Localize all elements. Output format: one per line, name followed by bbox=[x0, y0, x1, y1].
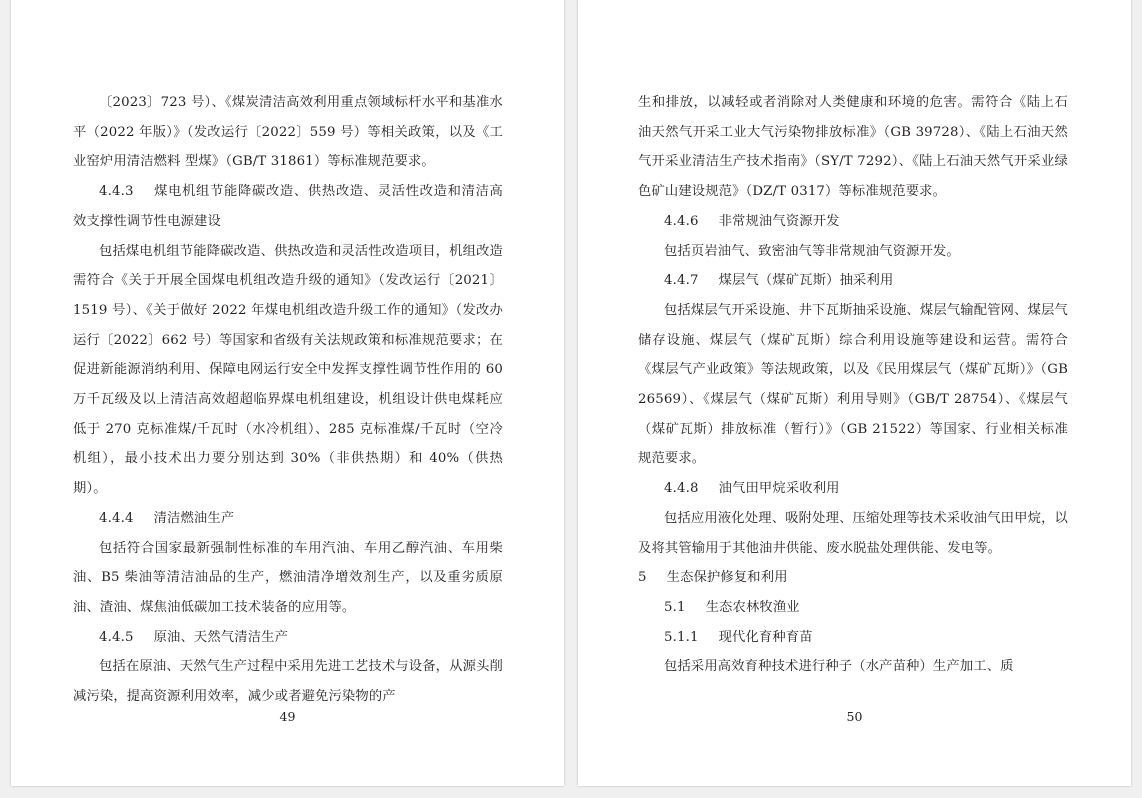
heading-number: 4.4.8 bbox=[664, 481, 699, 497]
heading-title: 清洁燃油生产 bbox=[153, 510, 235, 526]
heading-4-4-7 bbox=[638, 266, 1068, 296]
page-number: 50 bbox=[846, 709, 863, 724]
heading-4-4-4 bbox=[73, 504, 503, 534]
heading-4-4-6 bbox=[638, 207, 1068, 237]
page-number: 49 bbox=[279, 709, 296, 724]
heading-title: 油气田甲烷采收利用 bbox=[718, 481, 840, 497]
paragraph: 包括采用高效育种技术进行种子（水产苗种）生产加工、质 bbox=[664, 659, 1014, 675]
heading-number: 5.1.1 bbox=[664, 629, 699, 645]
section-5 bbox=[638, 563, 1068, 593]
heading-5-1-1 bbox=[638, 623, 1068, 653]
page-50-content bbox=[638, 88, 1068, 682]
paragraph-continued: 生和排放，以减轻或者消除对人类健康和环境的危害。需符合《陆上石油天然气开采工业大气污染物排放标准》（GB 39728）、《陆上石油天然气开采业清洁生产技术指南》（SY/T 7292）、《陆上石油天然气开采业绿色矿山建设规范》（DZ/T 0317）等标准规范要求。 bbox=[638, 95, 1068, 200]
heading-number: 4.4.5 bbox=[99, 629, 134, 645]
heading-title: 原油、天然气清洁生产 bbox=[153, 629, 289, 645]
heading-title: 现代化育种育苗 bbox=[718, 629, 813, 645]
subsection-number: 5.1 bbox=[664, 599, 686, 615]
heading-number: 4.4.3 bbox=[99, 184, 134, 200]
heading-number: 4.4.4 bbox=[99, 510, 134, 526]
page-49-content bbox=[73, 88, 503, 712]
heading-number: 4.4.6 bbox=[664, 213, 699, 229]
section-number: 5 bbox=[638, 570, 647, 586]
heading-4-4-5 bbox=[73, 623, 503, 653]
document-page-50 bbox=[578, 0, 1131, 786]
paragraph: 包括符合国家最新强制性标准的车用汽油、车用乙醇汽油、车用柴油、B5 柴油等清洁油品的生产，燃油清净增效剂生产，以及重劣质原油、渣油、煤焦油低碳加工技术装备的应用等。 bbox=[73, 540, 503, 615]
heading-4-4-3 bbox=[73, 177, 503, 236]
subsection-title: 生态农林牧渔业 bbox=[705, 599, 800, 615]
paragraph: 包括应用液化处理、吸附处理、压缩处理等技术采收油气田甲烷，以及将其管输用于其他油井供能、废水脱盐处理供能、发电等。 bbox=[638, 510, 1068, 556]
subsection-5-1 bbox=[638, 593, 1068, 623]
document-page-49 bbox=[11, 0, 564, 786]
heading-number: 4.4.7 bbox=[664, 273, 699, 289]
paragraph: 包括页岩油气、致密油气等非常规油气资源开发。 bbox=[664, 243, 960, 259]
paragraph: 包括煤电机组节能降碳改造、供热改造和灵活性改造项目，机组改造需符合《关于开展全国煤电机组改造升级的通知》（发改运行〔2021〕1519 号）、《关于做好 2022 年煤电机组改造升级工作的通知》（发改办运行〔2022〕662 号）等国家和省级有关法规政策和标准规范要求；在促进新能源消纳利用、保障电网运行安全中发挥支撑性调节性作用的 60 万千瓦级及以上清洁高效超超临界煤电机组建设，机组设计供电煤耗应低于 270 克标准煤/千瓦时（水冷机组）、285 克标准煤/千瓦时（空冷机组），最小技术出力要分别达到 30%（非供热期）和 40%（供热期）。 bbox=[73, 243, 503, 497]
paragraph: 〔2023〕723 号）、《煤炭清洁高效利用重点领域标杆水平和基准水平（2022 年版）》（发改运行〔2022〕559 号）等相关政策，以及《工业窑炉用清洁燃料 型煤》（GB/T 31861）等标准规范要求。 bbox=[73, 95, 503, 170]
heading-title: 非常规油气资源开发 bbox=[718, 213, 840, 229]
heading-title: 煤层气（煤矿瓦斯）抽采利用 bbox=[718, 273, 894, 289]
paragraph: 包括在原油、天然气生产过程中采用先进工艺技术与设备，从源头削减污染，提高资源利用效率，减少或者避免污染物的产 bbox=[73, 659, 503, 705]
paragraph: 包括煤层气开采设施、井下瓦斯抽采设施、煤层气输配管网、煤层气储存设施、煤层气（煤矿瓦斯）综合利用设施等建设和运营。需符合《煤层气产业政策》等法规政策，以及《民用煤层气（煤矿瓦斯）》（GB 26569）、《煤层气（煤矿瓦斯）利用导则》（GB/T 28754）、《煤层气（煤矿瓦斯）排放标准（暂行）》（GB 21522）等国家、行业相关标准规范要求。 bbox=[638, 302, 1068, 467]
heading-title: 煤电机组节能降碳改造、供热改造、灵活性改造和清洁高效支撑性调节性电源建设 bbox=[73, 184, 503, 229]
section-title: 生态保护修复和利用 bbox=[666, 570, 788, 586]
heading-4-4-8 bbox=[638, 474, 1068, 504]
